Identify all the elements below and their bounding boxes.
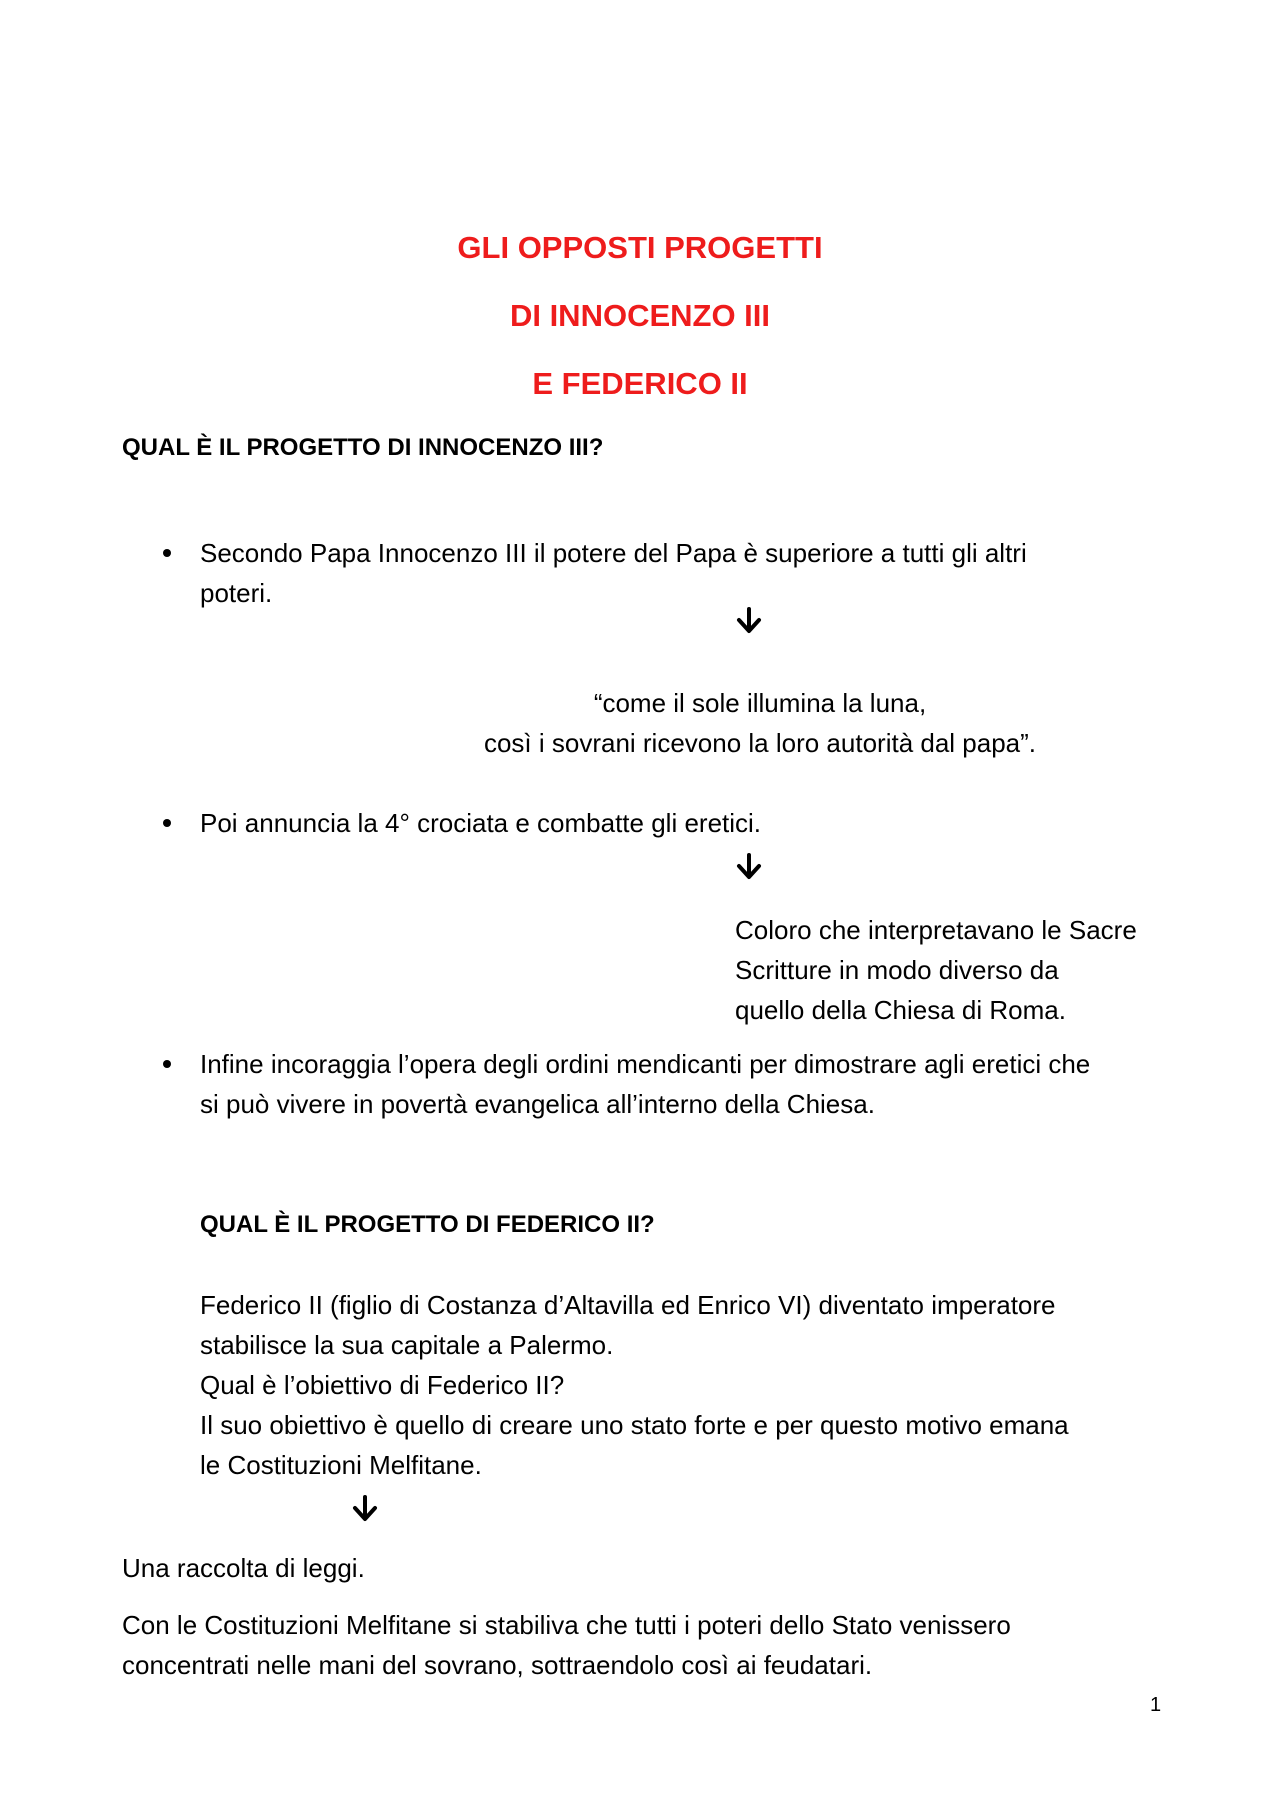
quote-line-1: “come il sole illumina la luna,: [593, 688, 927, 718]
page-number: 1: [1150, 1694, 1162, 1716]
quote-line-2: così i sovrani ricevono la loro autorità dal papa”.: [483, 728, 1037, 758]
definition-line-2: Scritture in modo diverso da: [735, 955, 1059, 985]
definition-line-1: Coloro che interpretavano le Sacre: [735, 915, 1137, 945]
arrow-down-icon: [352, 1495, 378, 1523]
bullet-dot: [163, 1060, 171, 1068]
title-line-3: E FEDERICO II: [532, 366, 748, 401]
bullet-1-line-2: poteri.: [200, 578, 273, 608]
arrow-down-icon: [736, 853, 762, 881]
section-heading-federico: QUAL È IL PROGETTO DI FEDERICO II?: [200, 1211, 655, 1238]
conclusion-line-1: Con le Costituzioni Melfitane si stabiliva che tutti i poteri dello Stato venissero: [122, 1610, 1011, 1640]
paragraph-line-2: stabilisce la sua capitale a Palermo.: [200, 1330, 614, 1360]
bullet-2-line-1: Poi annuncia la 4° crociata e combatte gli eretici.: [200, 808, 762, 838]
title-line-1: GLI OPPOSTI PROGETTI: [457, 230, 823, 265]
section-heading-innocenzo: QUAL È IL PROGETTO DI INNOCENZO III?: [122, 434, 604, 461]
bullet-dot: [163, 549, 171, 557]
bullet-dot: [163, 819, 171, 827]
paragraph-line-4: Il suo obiettivo è quello di creare uno stato forte e per questo motivo emana: [200, 1410, 1069, 1440]
arrow-down-icon: [736, 607, 762, 635]
definition-line-3: quello della Chiesa di Roma.: [735, 995, 1066, 1025]
title-line-2: DI INNOCENZO III: [509, 298, 771, 333]
bullet-1-line-1: Secondo Papa Innocenzo III il potere del Papa è superiore a tutti gli altri: [200, 538, 1027, 568]
bullet-3-line-1: Infine incoraggia l’opera degli ordini mendicanti per dimostrare agli eretici che: [200, 1049, 1091, 1079]
result-text: Una raccolta di leggi.: [122, 1553, 365, 1583]
conclusion-line-2: concentrati nelle mani del sovrano, sottraendolo così ai feudatari.: [122, 1650, 873, 1680]
paragraph-line-5: le Costituzioni Melfitane.: [200, 1450, 482, 1480]
paragraph-line-1: Federico II (figlio di Costanza d’Altavilla ed Enrico VI) diventato imperatore: [200, 1290, 1056, 1320]
bullet-3-line-2: si può vivere in povertà evangelica all’interno della Chiesa.: [200, 1089, 875, 1119]
paragraph-line-3: Qual è l’obiettivo di Federico II?: [200, 1370, 565, 1400]
